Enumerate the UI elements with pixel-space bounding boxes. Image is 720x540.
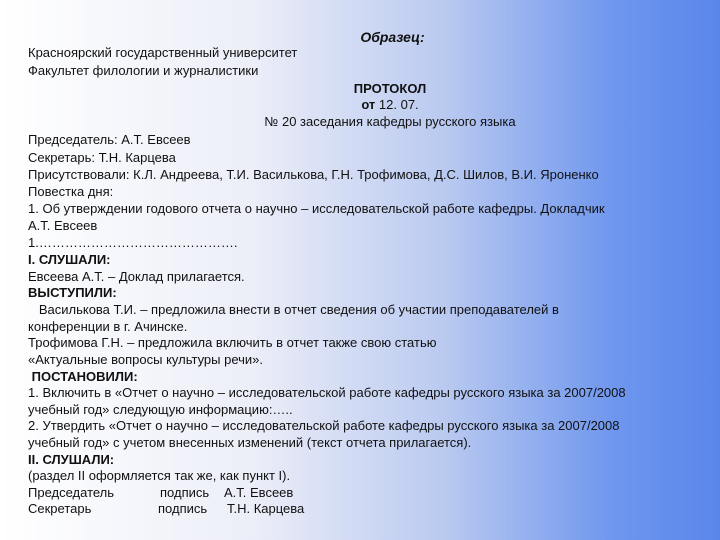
secretary-line: Секретарь: Т.Н. Карцева: [28, 150, 176, 165]
secretary-sign-label: Секретарь: [28, 501, 92, 516]
date-prefix: от: [361, 97, 376, 112]
spoke-heading: ВЫСТУПИЛИ:: [28, 285, 117, 300]
faculty-name: Факультет филологии и журналистики: [28, 63, 259, 78]
agenda-heading: Повестка дня:: [28, 184, 114, 199]
secretary-signature: подпись: [158, 501, 208, 516]
date-value: 12. 07.: [375, 97, 419, 112]
section2-note: (раздел II оформляется так же, как пункт I).: [28, 468, 291, 483]
spoke1-line2: конференции в г. Ачинске.: [28, 319, 188, 334]
protocol-number: № 20 заседания кафедры русского языка: [264, 114, 516, 129]
agenda-item1-line1: 1. Об утверждении годового отчета о научно – исследовательской работе кафедры. Докладчик: [28, 201, 605, 216]
protocol-heading: ПРОТОКОЛ: [353, 81, 427, 96]
protocol-date: [0, 97, 720, 113]
heard-heading-1: I. СЛУШАЛИ:: [28, 252, 111, 267]
heard-text-1: Евсеева А.Т. – Доклад прилагается.: [28, 269, 245, 284]
chair-sign-name: А.Т. Евсеев: [224, 485, 294, 500]
sample-title: Образец:: [360, 29, 425, 45]
spoke2-line1: Трофимова Г.Н. – предложила включить в отчет также свою статью: [28, 335, 437, 350]
resolved1-line2: учебный год» следующую информацию:…..: [28, 402, 293, 417]
secretary-sign-name: Т.Н. Карцева: [227, 501, 305, 516]
chair-signature: подпись: [160, 485, 210, 500]
spoke2-line2: «Актуальные вопросы культуры речи».: [28, 352, 264, 367]
agenda-item2: 1.……………………………………….: [28, 235, 238, 250]
resolved2-line2: учебный год» с учетом внесенных изменений (текст отчета прилагается).: [28, 435, 472, 450]
resolved1-line1: 1. Включить в «Отчет о научно – исследовательской работе кафедры русского языка за 2007/2008: [28, 385, 626, 400]
spoke1-line1: Василькова Т.И. – предложила внести в отчет сведения об участии преподавателей в: [28, 302, 559, 317]
agenda-item1-line2: А.Т. Евсеев: [28, 218, 98, 233]
resolved2-line1: 2. Утвердить «Отчет о научно – исследовательской работе кафедры русского языка за 2007/2008: [28, 418, 620, 433]
resolved-heading: ПОСТАНОВИЛИ:: [28, 369, 138, 384]
heard-heading-2: II. СЛУШАЛИ:: [28, 452, 115, 467]
chair-sign-label: Председатель: [28, 485, 115, 500]
university-name: Красноярский государственный университет: [28, 45, 298, 60]
present-line: Присутствовали: К.Л. Андреева, Т.И. Василькова, Г.Н. Трофимова, Д.С. Шилов, В.И. Яроненко: [28, 167, 599, 182]
chair-line: Председатель: А.Т. Евсеев: [28, 132, 191, 147]
